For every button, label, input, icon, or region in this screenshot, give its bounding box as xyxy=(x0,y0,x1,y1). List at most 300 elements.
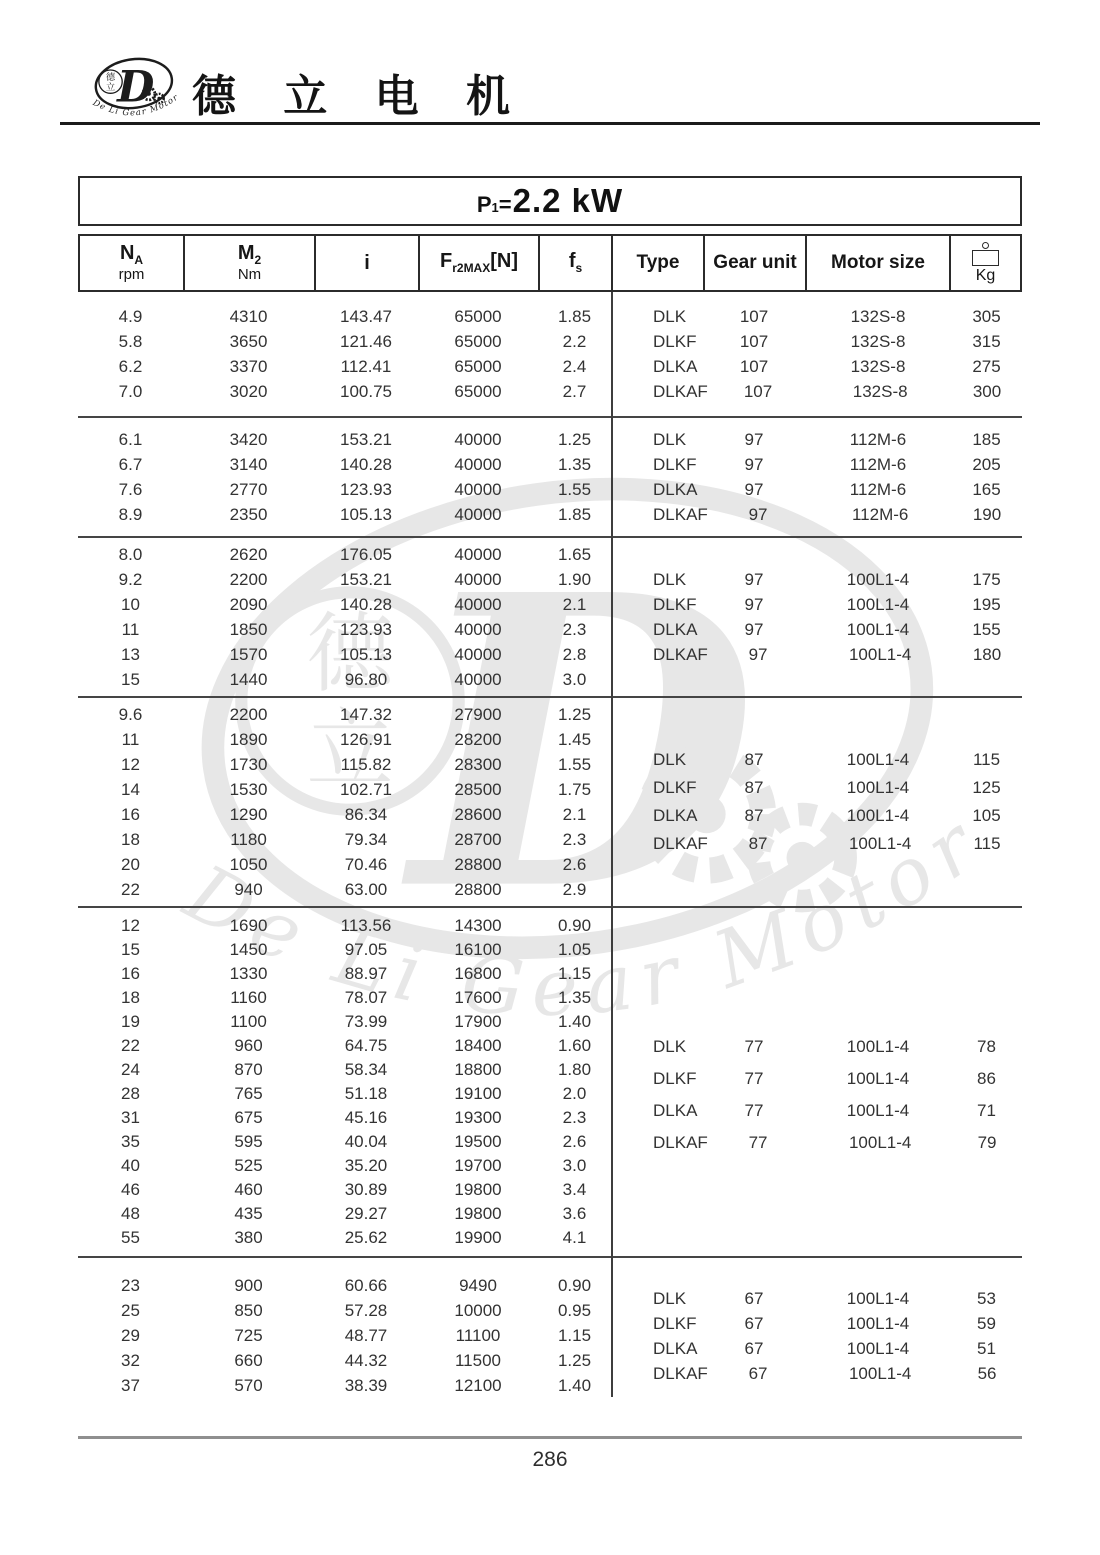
m2-value: 4310 xyxy=(229,306,268,326)
variant-row xyxy=(611,1127,1022,1159)
variant-row xyxy=(611,567,1022,592)
na-value: 11 xyxy=(121,619,140,639)
motor-size-value: 132S-8 xyxy=(850,331,906,351)
fr2max-value: 19900 xyxy=(454,1228,502,1247)
table-row xyxy=(78,1324,611,1349)
i-value: 38.39 xyxy=(344,1376,388,1395)
i-value: 140.28 xyxy=(340,594,392,614)
fs-value: 1.45 xyxy=(557,729,592,749)
variant-row xyxy=(611,774,1022,802)
motor-size-value: 100L1-4 xyxy=(846,778,910,797)
fs-value: 2.4 xyxy=(562,356,587,376)
fs-value: 1.15 xyxy=(557,1326,592,1345)
fs-value: 3.0 xyxy=(562,669,587,689)
na-value: 9.2 xyxy=(118,569,143,589)
motor-size-value: 112M-6 xyxy=(849,479,907,499)
na-value: 40 xyxy=(121,1156,140,1175)
motor-size-value: 100L1-4 xyxy=(846,619,910,639)
na-unit: rpm xyxy=(118,266,145,284)
na-value: 4.9 xyxy=(118,306,143,326)
m2-value: 900 xyxy=(234,1276,263,1295)
column-divider-line xyxy=(611,292,613,1397)
motor-size-value: 112M-6 xyxy=(849,454,907,474)
variant-row xyxy=(611,802,1022,830)
gear-unit-value: 97 xyxy=(744,569,764,589)
fs-value: 2.8 xyxy=(562,644,587,664)
fr2max-value: 9490 xyxy=(459,1276,497,1295)
table-row xyxy=(78,379,611,404)
fr2max-value: 10000 xyxy=(454,1301,502,1320)
na-value: 25 xyxy=(121,1301,140,1320)
table-row xyxy=(78,777,611,802)
gear-unit-value: 87 xyxy=(744,778,764,797)
i-value: 30.89 xyxy=(344,1180,388,1199)
fs-value: 1.25 xyxy=(557,429,592,449)
i-value: 44.32 xyxy=(344,1351,388,1370)
table-row xyxy=(78,986,611,1010)
type-value: DLKAF xyxy=(653,834,708,853)
i-value: 64.75 xyxy=(344,1036,388,1055)
i-value: 40.04 xyxy=(344,1132,388,1151)
weight-value: 125 xyxy=(972,778,1001,797)
i-value: 123.93 xyxy=(340,479,392,499)
i-value: 60.66 xyxy=(344,1276,388,1295)
type-value: DLKAF xyxy=(653,1363,708,1383)
motor-size-value: 100L1-4 xyxy=(846,1313,910,1333)
gear-unit-value: 107 xyxy=(739,331,769,351)
na-value: 7.0 xyxy=(118,381,143,401)
na-value: 18 xyxy=(121,829,140,849)
table-row xyxy=(78,1374,611,1399)
gear-unit-value: 77 xyxy=(744,1069,764,1088)
motor-size-value: 100L1-4 xyxy=(848,644,912,664)
table-group-4 xyxy=(78,698,1022,908)
fs-value: 1.75 xyxy=(557,779,592,799)
weight-value: 165 xyxy=(972,479,1001,499)
power-symbol-subscript: 1 xyxy=(491,200,499,215)
na-value: 6.7 xyxy=(118,454,143,474)
weight-value: 79 xyxy=(977,1133,997,1152)
i-value: 147.32 xyxy=(340,704,392,724)
type-value: DLKA xyxy=(653,1338,698,1358)
fs-value: 3.0 xyxy=(562,1156,587,1175)
gear-unit-value: 67 xyxy=(744,1288,764,1308)
m2-value: 435 xyxy=(234,1204,263,1223)
table-group-2 xyxy=(78,418,1022,538)
type-value: DLK xyxy=(653,306,687,326)
fr2max-value: 19700 xyxy=(454,1156,502,1175)
weight-value: 51 xyxy=(977,1338,996,1358)
i-value: 35.20 xyxy=(344,1156,388,1175)
fr2max-value: 40000 xyxy=(454,544,502,564)
fr2max-value: 18400 xyxy=(454,1036,502,1055)
weight-value: 59 xyxy=(977,1313,996,1333)
weight-icon-knob xyxy=(982,242,989,249)
fr2max-value: 40000 xyxy=(454,594,502,614)
fs-value: 2.7 xyxy=(562,381,587,401)
fs-value: 1.55 xyxy=(557,754,592,774)
table-group-6 xyxy=(78,1258,1022,1436)
m2-value: 3420 xyxy=(229,429,268,449)
fs-value: 2.9 xyxy=(562,879,587,899)
fs-value: 1.85 xyxy=(557,306,592,326)
m2-value: 460 xyxy=(234,1180,263,1199)
fr2max-value: 28300 xyxy=(454,754,502,774)
i-value: 45.16 xyxy=(344,1108,388,1127)
type-value: DLKF xyxy=(653,1069,697,1088)
table-row xyxy=(78,1202,611,1226)
weight-value: 180 xyxy=(972,644,1002,664)
fs-value: 1.05 xyxy=(557,940,592,959)
i-value: 97.05 xyxy=(344,940,388,959)
i-value: 100.75 xyxy=(340,381,392,401)
m2-value: 1690 xyxy=(229,916,268,935)
fs-value: 1.80 xyxy=(557,1060,592,1079)
gear-unit-value: 107 xyxy=(739,356,769,376)
fs-value: 2.3 xyxy=(562,1108,587,1127)
group-variant-rows xyxy=(611,908,1022,1256)
fr2max-value: 14300 xyxy=(454,916,502,935)
weight-value: 175 xyxy=(972,569,1001,589)
fs-value: 2.0 xyxy=(562,1084,587,1103)
column-header-i xyxy=(314,236,418,290)
type-value: DLKAF xyxy=(653,381,708,401)
fs-value: 1.35 xyxy=(557,454,592,474)
fr2max-value: 40000 xyxy=(454,429,502,449)
brand-name: 德 立 电 机 xyxy=(192,71,526,122)
group-performance-rows xyxy=(78,418,611,536)
na-value: 16 xyxy=(121,964,140,983)
variant-row xyxy=(611,1063,1022,1095)
m2-value: 570 xyxy=(234,1376,263,1395)
fs-value: 1.35 xyxy=(557,988,592,1007)
table-row xyxy=(78,1226,611,1250)
motor-size-value: 132S-8 xyxy=(850,306,906,326)
table-row xyxy=(78,502,611,527)
i-value: 153.21 xyxy=(340,569,392,589)
i-value: 105.13 xyxy=(340,504,392,524)
table-row xyxy=(78,1299,611,1324)
fs-value: 2.6 xyxy=(562,1132,587,1151)
weight-value: 53 xyxy=(977,1288,996,1308)
fs-value: 1.25 xyxy=(557,704,592,724)
variant-row xyxy=(611,502,1022,527)
m2-subscript: 2 xyxy=(254,252,262,267)
i-value: 153.21 xyxy=(340,429,392,449)
fr-symbol: F xyxy=(440,250,453,273)
motor-size-value: 112M-6 xyxy=(849,429,907,449)
na-value: 22 xyxy=(121,1036,140,1055)
table-body xyxy=(78,292,1022,1439)
na-value: 10 xyxy=(121,594,140,614)
weight-value: 56 xyxy=(977,1363,997,1383)
group-performance-rows xyxy=(78,1258,611,1414)
m2-value: 3140 xyxy=(229,454,268,474)
fr2max-value: 40000 xyxy=(454,569,502,589)
type-value: DLKA xyxy=(653,806,698,825)
header-divider xyxy=(60,122,1040,125)
table-row xyxy=(78,592,611,617)
m2-value: 675 xyxy=(234,1108,263,1127)
table-row xyxy=(78,802,611,827)
column-header-fr2max xyxy=(418,236,538,290)
fr2max-value: 11100 xyxy=(455,1326,501,1345)
motor-size-value: 100L1-4 xyxy=(846,750,910,769)
i-value: 102.71 xyxy=(340,779,392,799)
m2-value: 1290 xyxy=(229,804,268,824)
power-value: 2.2 kW xyxy=(512,182,624,219)
fs-value: 4.1 xyxy=(562,1228,587,1247)
i-value: 88.97 xyxy=(344,964,388,983)
m2-value: 1180 xyxy=(230,829,267,849)
fs-value: 3.6 xyxy=(562,1204,587,1223)
gear-unit-value: 97 xyxy=(744,594,764,614)
i-value: 105.13 xyxy=(340,644,392,664)
variant-row xyxy=(611,1336,1022,1361)
motor-size-value: 100L1-4 xyxy=(846,1037,910,1056)
fs-symbol: f xyxy=(568,250,576,273)
gear-unit-value: 77 xyxy=(744,1037,764,1056)
weight-value: 195 xyxy=(972,594,1001,614)
na-value: 6.1 xyxy=(118,429,143,449)
table-row xyxy=(78,1349,611,1374)
i-value: 176.05 xyxy=(340,544,392,564)
fs-value: 1.90 xyxy=(557,569,592,589)
fr2max-value: 19100 xyxy=(454,1084,502,1103)
na-value: 12 xyxy=(121,754,140,774)
m2-value: 1850 xyxy=(229,619,268,639)
type-value: DLKA xyxy=(653,356,698,376)
m2-value: 525 xyxy=(234,1156,263,1175)
table-group-1 xyxy=(78,292,1022,418)
na-value: 23 xyxy=(121,1276,140,1295)
m2-value: 595 xyxy=(234,1132,263,1151)
fr2max-value: 65000 xyxy=(454,331,502,351)
fr2max-value: 28800 xyxy=(454,879,502,899)
variant-row xyxy=(611,1095,1022,1127)
fr2max-value: 40000 xyxy=(454,504,502,524)
weight-value: 78 xyxy=(977,1037,996,1056)
fs-value: 2.1 xyxy=(562,804,587,824)
m2-value: 1450 xyxy=(229,940,268,959)
weight-value: 115 xyxy=(973,834,1001,853)
m2-value: 380 xyxy=(234,1228,263,1247)
na-value: 28 xyxy=(121,1084,140,1103)
variant-row xyxy=(611,477,1022,502)
motor-size-value: 100L1-4 xyxy=(846,1069,910,1088)
weight-value: 115 xyxy=(972,750,1001,769)
group-performance-rows xyxy=(78,908,611,1256)
table-row xyxy=(78,938,611,962)
column-header-type: Type xyxy=(611,236,703,290)
type-value: DLKAF xyxy=(653,644,708,664)
fr2max-value: 65000 xyxy=(454,306,502,326)
table-row xyxy=(78,1178,611,1202)
m2-value: 3370 xyxy=(229,356,268,376)
type-value: DLK xyxy=(653,750,687,769)
gear-unit-value: 67 xyxy=(744,1313,764,1333)
fr2max-value: 19800 xyxy=(454,1180,502,1199)
table-row xyxy=(78,877,611,902)
m2-value: 1730 xyxy=(229,754,268,774)
gear-unit-value: 67 xyxy=(744,1338,764,1358)
m2-value: 3020 xyxy=(229,381,268,401)
weight-value: 86 xyxy=(977,1069,996,1088)
m2-value: 1530 xyxy=(229,779,268,799)
motor-size-value: 100L1-4 xyxy=(846,806,910,825)
m2-value: 940 xyxy=(234,879,263,899)
type-value: DLKF xyxy=(653,778,697,797)
column-header-m2 xyxy=(183,236,314,290)
fr2max-value: 40000 xyxy=(454,669,502,689)
table-row xyxy=(78,329,611,354)
type-value: DLK xyxy=(653,429,687,449)
variant-row xyxy=(611,642,1022,667)
na-value: 15 xyxy=(121,669,140,689)
na-value: 15 xyxy=(121,940,140,959)
gear-unit-value: 107 xyxy=(743,381,773,401)
gear-unit-value: 97 xyxy=(744,479,764,499)
m2-symbol: M xyxy=(237,241,255,264)
type-value: DLK xyxy=(653,1288,687,1308)
m2-value: 2090 xyxy=(229,594,268,614)
na-value: 22 xyxy=(121,879,140,899)
gear-unit-value: 87 xyxy=(744,750,764,769)
na-value: 24 xyxy=(121,1060,140,1079)
motor-size-value: 100L1-4 xyxy=(848,1133,912,1152)
motor-size-value: 132S-8 xyxy=(852,381,908,401)
m2-unit: Nm xyxy=(237,266,262,284)
variant-row xyxy=(611,830,1022,858)
variant-row xyxy=(611,746,1022,774)
fr-subscript: r2MAX xyxy=(452,261,491,276)
table-row xyxy=(78,642,611,667)
variant-row xyxy=(611,329,1022,354)
type-value: DLKA xyxy=(653,619,698,639)
table-row xyxy=(78,667,611,692)
fs-value: 1.85 xyxy=(557,504,592,524)
fs-value: 1.25 xyxy=(557,1351,592,1370)
m2-value: 765 xyxy=(234,1084,263,1103)
fr2max-value: 28500 xyxy=(454,779,502,799)
table-row xyxy=(78,1106,611,1130)
na-value: 9.6 xyxy=(118,704,143,724)
i-value: 121.46 xyxy=(340,331,392,351)
fr-unit-bracket: [N] xyxy=(490,250,518,273)
i-value: 113.56 xyxy=(340,916,392,935)
fs-value: 1.55 xyxy=(557,479,592,499)
na-value: 8.9 xyxy=(118,504,143,524)
table-row xyxy=(78,427,611,452)
i-value: 112.41 xyxy=(340,356,392,376)
m2-value: 1160 xyxy=(230,988,267,1007)
table-row xyxy=(78,1274,611,1299)
i-value: 143.47 xyxy=(340,306,392,326)
m2-value: 850 xyxy=(234,1301,263,1320)
weight-value: 205 xyxy=(972,454,1001,474)
fr2max-value: 40000 xyxy=(454,619,502,639)
i-value: 58.34 xyxy=(344,1060,388,1079)
table-row xyxy=(78,962,611,986)
motor-size-value: 100L1-4 xyxy=(846,1338,910,1358)
column-header-kg xyxy=(949,236,1020,290)
gear-unit-value: 87 xyxy=(748,834,768,853)
table-row xyxy=(78,827,611,852)
table-row xyxy=(78,1154,611,1178)
fs-value: 1.15 xyxy=(557,964,592,983)
i-value: 96.80 xyxy=(344,669,388,689)
type-value: DLK xyxy=(653,569,687,589)
gear-unit-value: 77 xyxy=(748,1133,768,1152)
fr2max-value: 27900 xyxy=(454,704,502,724)
m2-value: 1440 xyxy=(229,669,268,689)
type-value: DLKF xyxy=(653,331,697,351)
m2-value: 2350 xyxy=(229,504,268,524)
motor-size-value: 100L1-4 xyxy=(846,569,910,589)
i-value: 73.99 xyxy=(344,1012,388,1031)
group-variant-rows xyxy=(611,538,1022,696)
table-row xyxy=(78,852,611,877)
fr2max-value: 16800 xyxy=(454,964,502,983)
type-value: DLKAF xyxy=(653,1133,708,1152)
weight-value: 300 xyxy=(972,381,1002,401)
gear-unit-value: 77 xyxy=(744,1101,764,1120)
motor-size-value: 112M-6 xyxy=(851,504,909,524)
i-value: 86.34 xyxy=(344,804,388,824)
gear-unit-value: 97 xyxy=(744,454,764,474)
fr2max-value: 18800 xyxy=(454,1060,502,1079)
fr2max-value: 40000 xyxy=(454,454,502,474)
fr2max-value: 65000 xyxy=(454,381,502,401)
na-value: 55 xyxy=(121,1228,140,1247)
column-header-fs xyxy=(538,236,611,290)
fs-value: 0.90 xyxy=(557,916,592,935)
table-group-3 xyxy=(78,538,1022,698)
fs-value: 2.3 xyxy=(562,619,587,639)
na-value: 20 xyxy=(121,854,140,874)
type-value: DLKA xyxy=(653,1101,698,1120)
table-row xyxy=(78,1010,611,1034)
fs-value: 0.95 xyxy=(557,1301,592,1320)
fs-value: 1.40 xyxy=(557,1376,592,1395)
fr2max-value: 17600 xyxy=(454,988,502,1007)
table-group-5 xyxy=(78,908,1022,1258)
na-value: 29 xyxy=(121,1326,140,1345)
na-value: 12 xyxy=(121,916,140,935)
group-variant-rows xyxy=(611,1258,1022,1414)
group-performance-rows xyxy=(78,292,611,416)
fs-value: 3.4 xyxy=(562,1180,587,1199)
m2-value: 2200 xyxy=(229,569,268,589)
weight-value: 190 xyxy=(972,504,1002,524)
m2-value: 1050 xyxy=(229,854,268,874)
na-value: 37 xyxy=(121,1376,140,1395)
fs-value: 2.1 xyxy=(562,594,587,614)
type-value: DLKF xyxy=(653,594,697,614)
variant-row xyxy=(611,592,1022,617)
fs-value: 1.65 xyxy=(557,544,592,564)
type-value: DLKA xyxy=(653,479,698,499)
type-value: DLKF xyxy=(653,1313,697,1333)
fs-value: 2.2 xyxy=(562,331,587,351)
i-value: 48.77 xyxy=(344,1326,388,1345)
motor-size-value: 100L1-4 xyxy=(848,1363,912,1383)
fr2max-value: 19500 xyxy=(454,1132,502,1151)
i-value: 126.91 xyxy=(340,729,392,749)
na-value: 7.6 xyxy=(118,479,143,499)
weight-value: 155 xyxy=(972,619,1001,639)
na-subscript: A xyxy=(134,252,144,267)
